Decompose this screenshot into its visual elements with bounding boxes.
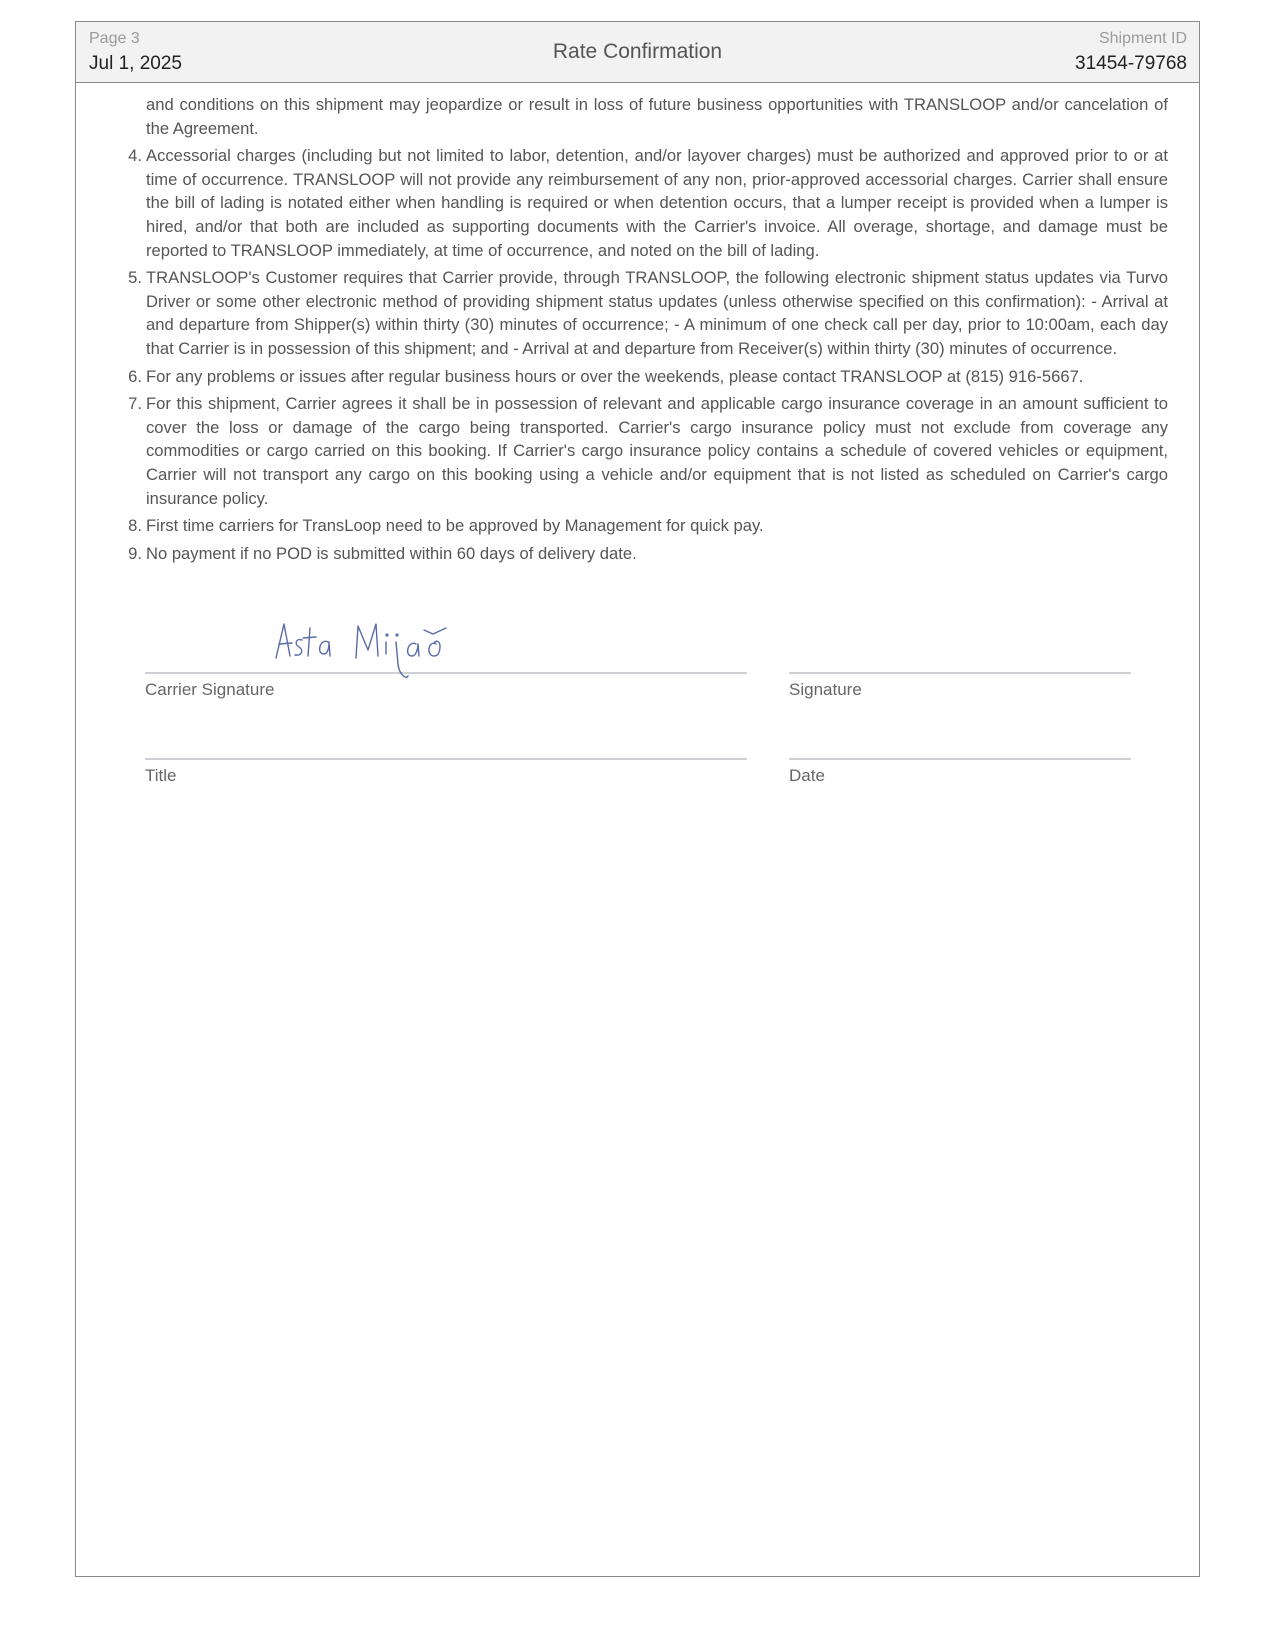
- document-title: Rate Confirmation: [552, 40, 723, 63]
- term-item: [128, 542, 1168, 566]
- term-item: [128, 144, 1168, 262]
- page-header: [76, 22, 1199, 83]
- term-item: [128, 266, 1168, 360]
- term-number: 9.: [128, 543, 142, 563]
- terms-body: [128, 93, 1168, 569]
- term-number: 7.: [128, 394, 142, 414]
- continued-paragraph: and conditions on this shipment may jeopardize or result in loss of future business opportunities with TRANSLOOP and/or cancelation of the Agreement.: [146, 95, 1168, 138]
- document-date: Jul 1, 2025: [89, 53, 182, 74]
- signature-line[interactable]: [789, 672, 1131, 674]
- term-item: [128, 392, 1168, 510]
- term-text: For any problems or issues after regular business hours or over the weekends, please contact TRANSLOOP at (815) 916-5667.: [146, 366, 1084, 386]
- date-label: Date: [789, 766, 825, 785]
- term-number: 8.: [128, 516, 142, 536]
- page-number: Page 3: [89, 30, 140, 47]
- signature-label: Signature: [789, 680, 862, 699]
- term-number: 4.: [128, 146, 142, 166]
- handwritten-signature: [268, 614, 468, 694]
- shipment-id-label: Shipment ID: [1098, 30, 1187, 47]
- title-line[interactable]: [145, 758, 747, 760]
- term-text: No payment if no POD is submitted within 60 days of delivery date.: [146, 543, 637, 563]
- term-text: For this shipment, Carrier agrees it shall be in possession of relevant and applicable cargo insurance coverage in an amount sufficient to cover the loss or damage of the cargo being transported. Carrier's cargo insurance policy must not exclude from coverage any commodities or cargo carried on this booking. If Carrier's cargo insurance policy contains a schedule of covered vehicles or equipment, Carrier will not transport any cargo on this booking using a vehicle and/or equipment that is not listed as scheduled on Carrier's cargo insurance policy.: [146, 394, 1168, 508]
- term-number: 5.: [128, 268, 142, 288]
- title-label: Title: [145, 766, 177, 785]
- term-item: [128, 514, 1168, 538]
- term-text: TRANSLOOP's Customer requires that Carrier provide, through TRANSLOOP, the following electronic shipment status updates via Turvo Driver or some other electronic method of providing shipment status updates (unless otherwise specified on this confirmation): - Arrival at and departure from Shipper(s) within thirty (30) minutes of occurrence; - A minimum of one check call per day, prior to 10:00am, each day that Carrier is in possession of this shipment; and - Arrival at and departure from Receiver(s) within thirty (30) minutes of occurrence.: [146, 268, 1168, 358]
- carrier-signature-label: Carrier Signature: [145, 680, 275, 699]
- term-text: Accessorial charges (including but not limited to labor, detention, and/or layover charges) must be authorized and approved prior to or at time of occurrence. TRANSLOOP will not provide any reimbursement of any non, prior-approved accessorial charges. Carrier shall ensure the bill of lading is notated either when handling is required or when detention occurs, that a lumper receipt is provided when a lumper is hired, and/or that both are included as supporting documents with the Carrier's invoice. All overage, shortage, and damage must be reported to TRANSLOOP immediately, at time of occurrence, and noted on the bill of lading.: [146, 146, 1168, 260]
- term-item: [128, 365, 1168, 389]
- date-line[interactable]: [789, 758, 1131, 760]
- term-text: First time carriers for TransLoop need to be approved by Management for quick pay.: [146, 516, 764, 536]
- term-number: 6.: [128, 366, 142, 386]
- shipment-id: 31454-79768: [1075, 53, 1187, 74]
